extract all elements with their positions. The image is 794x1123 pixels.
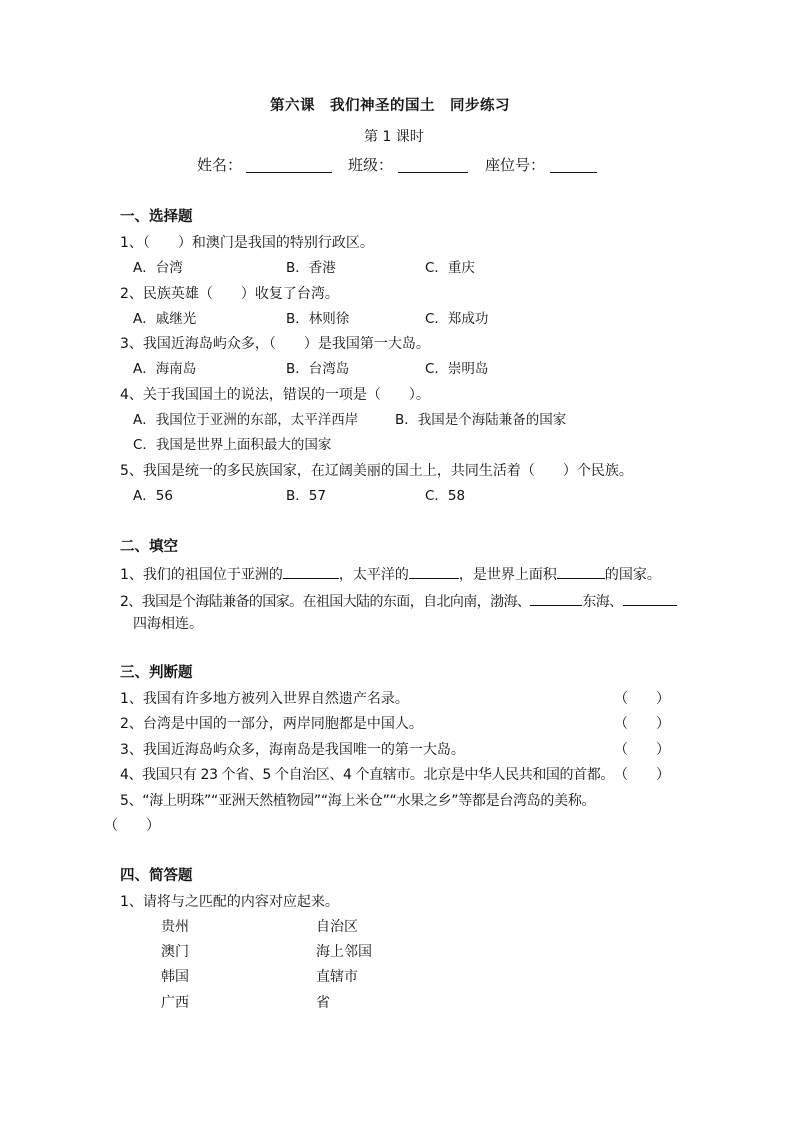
name-label: 姓名： bbox=[197, 156, 243, 174]
choice-question-3: 3、我国近海岛屿众多，（ ）是我国第一大岛。 bbox=[120, 336, 430, 352]
choice-1-option-a[interactable]: A．台湾 bbox=[133, 260, 183, 276]
choice-question-1: 1、（ ）和澳门是我国的特别行政区。 bbox=[120, 235, 374, 251]
section-heading-choice: 一、选择题 bbox=[120, 209, 193, 225]
choice-5-option-a[interactable]: A．56 bbox=[133, 488, 173, 504]
judge-statement-3: 3、我国近海岛屿众多，海南岛是我国唯一的第一大岛。 bbox=[120, 742, 465, 758]
judge-answer-5[interactable]: （ ） bbox=[104, 818, 160, 834]
choice-1-option-c[interactable]: C．重庆 bbox=[425, 260, 475, 276]
fill-1-blank-1[interactable] bbox=[283, 564, 339, 579]
fill-2-blank-2[interactable] bbox=[623, 591, 677, 606]
fill-question-2 bbox=[120, 591, 677, 611]
judge-statement-5: 5、“海上明珠”“亚洲天然植物园”“海上米仓”“水果之乡”等都是台湾岛的美称。 bbox=[120, 793, 596, 809]
choice-2-option-b[interactable]: B．林则徐 bbox=[286, 311, 350, 327]
match-right-item[interactable]: 省 bbox=[316, 995, 330, 1011]
judge-answer-4[interactable]: （ ） bbox=[614, 767, 670, 783]
choice-4-option-b[interactable]: B．我国是个海陆兼备的国家 bbox=[395, 412, 567, 428]
section-heading-fill: 二、填空 bbox=[120, 539, 178, 555]
choice-4-option-a[interactable]: A．我国位于亚洲的东部，太平洋西岸 bbox=[133, 412, 359, 428]
choice-4-option-c[interactable]: C．我国是世界上面积最大的国家 bbox=[133, 437, 332, 453]
choice-3-option-a[interactable]: A．海南岛 bbox=[133, 361, 197, 377]
match-left-item[interactable]: 贵州 bbox=[161, 919, 189, 935]
choice-5-option-b[interactable]: B．57 bbox=[286, 488, 326, 504]
choice-question-5: 5、我国是统一的多民族国家，在辽阔美丽的国土上，共同生活着（ ）个民族。 bbox=[120, 463, 633, 479]
fill-2-blank-1[interactable] bbox=[530, 591, 582, 606]
choice-5-option-c[interactable]: C．58 bbox=[425, 488, 466, 504]
choice-2-option-c[interactable]: C．郑成功 bbox=[425, 311, 489, 327]
choice-question-2: 2、民族英雄（ ）收复了台湾。 bbox=[120, 286, 339, 302]
fill-2-part-3: 四海相连。 bbox=[133, 616, 203, 632]
fill-1-blank-2[interactable] bbox=[409, 564, 459, 579]
page-title: 第六课 我们神圣的国土 同步练习 bbox=[270, 98, 510, 114]
fill-1-part-1: 1、我们的祖国位于亚洲的 bbox=[120, 567, 283, 583]
match-right-item[interactable]: 海上邻国 bbox=[316, 944, 372, 960]
judge-answer-2[interactable]: （ ） bbox=[614, 716, 670, 732]
judge-statement-1: 1、我国有许多地方被列入世界自然遗产名录。 bbox=[120, 691, 409, 707]
judge-statement-2: 2、台湾是中国的一部分，两岸同胞都是中国人。 bbox=[120, 716, 423, 732]
fill-1-part-3: ，是世界上面积 bbox=[458, 567, 557, 583]
match-right-item[interactable]: 直辖市 bbox=[316, 969, 358, 985]
section-heading-judge: 三、判断题 bbox=[120, 665, 193, 681]
fill-1-part-4: 的国家。 bbox=[604, 567, 661, 583]
seat-blank[interactable] bbox=[550, 158, 597, 173]
match-left-item[interactable]: 韩国 bbox=[161, 969, 189, 985]
judge-answer-3[interactable]: （ ） bbox=[614, 742, 670, 758]
fill-1-blank-3[interactable] bbox=[557, 564, 605, 579]
choice-question-4: 4、关于我国国土的说法，错误的一项是（ ）。 bbox=[120, 387, 430, 403]
choice-2-option-a[interactable]: A．戚继光 bbox=[133, 311, 197, 327]
judge-statement-4: 4、我国只有 23 个省、5 个自治区、4 个直辖市。北京是中华人民共和国的首都。 bbox=[120, 767, 614, 783]
page-subtitle: 第 1 课时 bbox=[364, 129, 424, 145]
choice-3-option-b[interactable]: B．台湾岛 bbox=[286, 361, 350, 377]
fill-2-part-2: 东海、 bbox=[582, 594, 623, 610]
match-left-item[interactable]: 广西 bbox=[161, 995, 189, 1011]
judge-answer-1[interactable]: （ ） bbox=[614, 691, 670, 707]
choice-3-option-c[interactable]: C．崇明岛 bbox=[425, 361, 489, 377]
fill-2-part-1: 2、我国是个海陆兼备的国家。在祖国大陆的东面，自北向南，渤海、 bbox=[120, 594, 531, 610]
short-answer-question-1: 1、请将与之匹配的内容对应起来。 bbox=[120, 894, 339, 910]
class-blank[interactable] bbox=[398, 158, 468, 173]
match-left-item[interactable]: 澳门 bbox=[161, 944, 189, 960]
seat-label: 座位号： bbox=[485, 156, 546, 174]
class-label: 班级： bbox=[348, 156, 394, 174]
section-heading-short-answer: 四、简答题 bbox=[120, 868, 193, 884]
match-right-item[interactable]: 自治区 bbox=[316, 919, 358, 935]
fill-question-1 bbox=[120, 564, 661, 584]
fill-1-part-2: ，太平洋的 bbox=[338, 567, 409, 583]
choice-1-option-b[interactable]: B．香港 bbox=[286, 260, 336, 276]
name-blank[interactable] bbox=[246, 158, 332, 173]
